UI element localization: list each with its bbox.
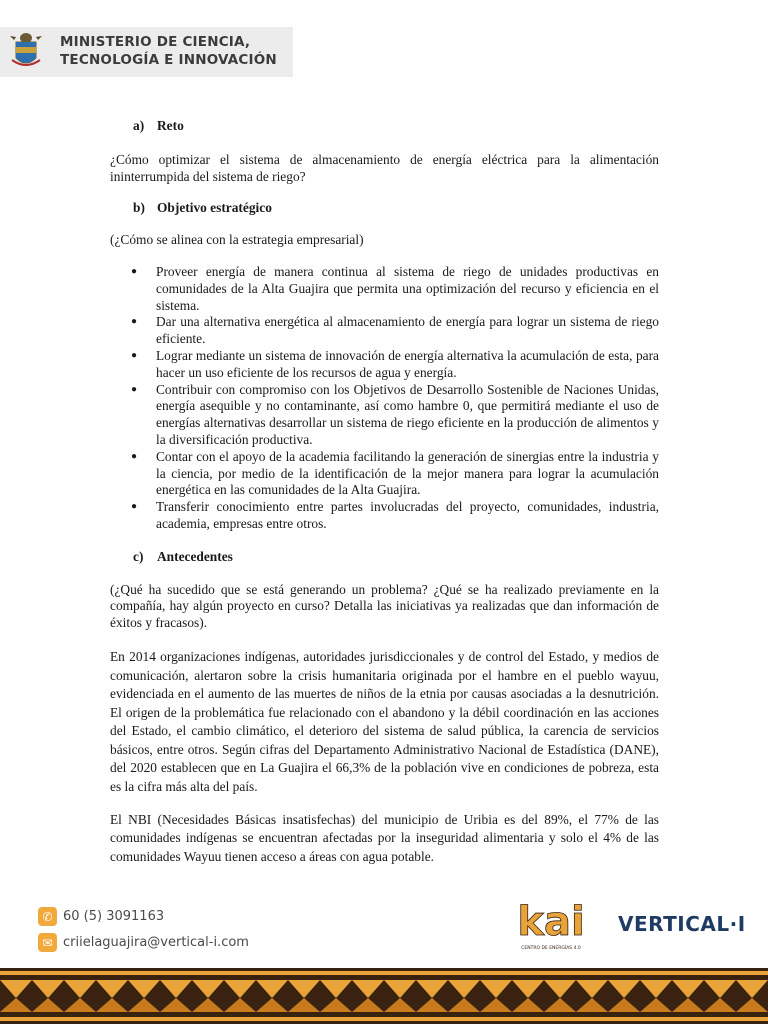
document-body: [110, 118, 659, 866]
section-title: Antecedentes: [157, 548, 233, 564]
kai-tagline: CENTRO DE ENERGÍAS 4.0: [521, 946, 581, 951]
email-address: criielaguajira@vertical-i.com: [63, 935, 249, 950]
reto-text: ¿Cómo optimizar el sistema de almacenamiento de energía eléctrica para la alimentación ininterrumpida del sistema de riego?: [110, 151, 659, 184]
ministry-title: [60, 33, 277, 69]
wayuu-pattern-band: [0, 968, 768, 1024]
section-heading-reto: [110, 118, 659, 135]
section-letter: c): [133, 548, 144, 564]
colombia-coat-of-arms-icon: [8, 30, 44, 72]
section-title: Reto: [157, 118, 184, 133]
antecedentes-paragraph-2: El NBI (Necesidades Básicas insatisfechas) del municipio de Uribia es del 89%, el 77% de las comunidades indígenas se encuentran afectadas por la inseguridad alimentaria y solo el 4% de las comunidades Wayuu tienen acceso a áreas con agua potable.: [110, 811, 659, 864]
list-item: ● Contar con el apoyo de la academia facilitando la generación de sinergias entre la industria y la ciencia, por medio de la identificación de la mejor manera para lograr la acumulación energética en las comunidades de la Alta Guajira.: [110, 449, 659, 499]
kai-logo: [516, 893, 586, 953]
antecedentes-paragraph-1: En 2014 organizaciones indígenas, autoridades jurisdiccionales y de control del Estado, y medios de comunicación, alertaron sobre la crisis humanitaria originada por el hambre en el pueblo wayuu, evidenciada en el aumento de las muertes de niños de la etnia por causas asociadas a la desnutrición. El origen de la problemática fue relacionado con el abandono y la débil coordinación en las acciones del Estado, el cambio climático, el deterioro del sistema de salud pública, la carencia de servicios básicos, entre otros. Según cifras del Departamento Administrativo Nacional de Estadística (DANE), del 2020 establecen que en La Guajira el 66,3% de la población vive en condiciones de pobreza, esta es la cifra más alta del país.: [110, 648, 659, 795]
objetivo-list: [110, 264, 659, 533]
section-heading-objetivo: [110, 200, 659, 217]
vertical-i-logo: VERTICAL·I: [618, 912, 746, 936]
phone-icon: ✆: [38, 907, 57, 926]
section-title: Objetivo estratégico: [157, 200, 272, 216]
email-icon: ✉: [38, 933, 57, 952]
phone-number: 60 (5) 3091163: [63, 909, 165, 924]
list-item: ● Transferir conocimiento entre partes involucradas del proyecto, comunidades, industria, academia, empresas entre otros.: [110, 499, 659, 533]
section-letter: b): [133, 200, 145, 216]
list-item: ● Contribuir con compromiso con los Objetivos de Desarrollo Sostenible de Naciones Unidas, energía asequible y no contaminante, así como hambre 0, que permitirá mediante el uso de energías alternativas desarrollar un sistema de riego eficiente en la producción de alimentos y la diversificación productiva.: [110, 382, 659, 449]
ministry-title-line1: MINISTERIO DE CIENCIA,: [60, 34, 251, 50]
kai-logo-text: kai: [517, 899, 585, 945]
list-item: ● Lograr mediante un sistema de innovación de energía alternativa la acumulación de esta, para hacer un uso eficiente de los recursos de agua y energía.: [110, 348, 659, 382]
objetivo-intro: (¿Cómo se alinea con la estrategia empresarial): [110, 232, 364, 248]
section-letter: a): [133, 118, 145, 133]
section-heading-antecedentes: [110, 549, 659, 566]
list-item: ● Dar una alternativa energética al almacenamiento de energía para lograr un sistema de riego eficiente.: [110, 314, 659, 348]
ministry-title-line2: TECNOLOGÍA E INNOVACIÓN: [60, 52, 277, 68]
footer-email: [38, 933, 249, 952]
footer-phone: [38, 907, 164, 926]
antecedentes-intro: (¿Qué ha sucedido que se está generando un problema? ¿Qué se ha realizado previamente en la compañía, hay algún proyecto en curso? Detalla las iniciativas ya realizadas que dan información de éxitos y fracasos).: [110, 581, 659, 631]
list-item: ● Proveer energía de manera continua al sistema de riego de unidades productivas en comunidades de la Alta Guajira que permita una optimización del recurso y eficiencia en el sistema.: [110, 264, 659, 314]
